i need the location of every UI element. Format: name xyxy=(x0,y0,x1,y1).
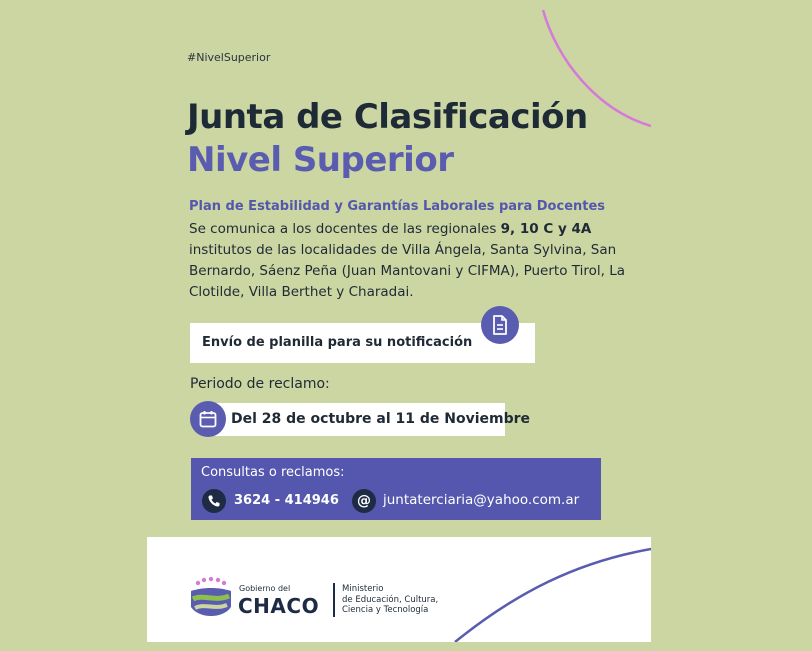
paragraph-intro: Se comunica a los docentes de las regionales xyxy=(189,221,501,237)
email-address[interactable]: juntaterciaria@yahoo.com.ar xyxy=(383,492,580,508)
paragraph-rest: institutos de las localidades de Villa Ángela, Santa Sylvina, San Bernardo, Sáenz Peña (Juan Mantovani y CIFMA), Puerto Tirol, La Clotilde, Villa Berthet y Charadai. xyxy=(189,242,625,300)
dates-text: Del 28 de octubre al 11 de Noviembre xyxy=(231,411,531,427)
title-line-1: Junta de Clasificación xyxy=(187,97,588,137)
poster xyxy=(147,0,651,651)
footer-divider xyxy=(333,583,335,617)
periodo-label: Periodo de reclamo: xyxy=(190,376,330,392)
chaco-wordmark: CHACO xyxy=(238,594,320,618)
ministerio-line-2: de Educación, Cultura, xyxy=(342,594,439,605)
ministerio-text xyxy=(342,584,438,616)
contact-label: Consultas o reclamos: xyxy=(201,465,345,480)
gobierno-label: Gobierno del xyxy=(239,584,291,593)
at-icon: @ xyxy=(352,489,376,513)
footer xyxy=(147,537,651,642)
paragraph-regions: 9, 10 C y 4A xyxy=(500,221,592,237)
subtitle: Plan de Estabilidad y Garantías Laborales para Docentes xyxy=(189,199,606,214)
ministerio-line-3: Ciencia y Tecnología xyxy=(342,605,429,615)
announcement-paragraph xyxy=(189,219,629,303)
title-line-2: Nivel Superior xyxy=(187,140,454,180)
chaco-logo-icon xyxy=(189,577,233,623)
calendar-icon xyxy=(190,401,226,437)
document-icon xyxy=(481,306,519,344)
envio-label: Envío de planilla para su notificación xyxy=(202,335,473,350)
phone-icon xyxy=(202,489,226,513)
phone-number[interactable]: 3624 - 414946 xyxy=(234,493,339,508)
ministerio-line-1: Ministerio xyxy=(342,584,384,594)
hashtag: #NivelSuperior xyxy=(187,51,271,64)
